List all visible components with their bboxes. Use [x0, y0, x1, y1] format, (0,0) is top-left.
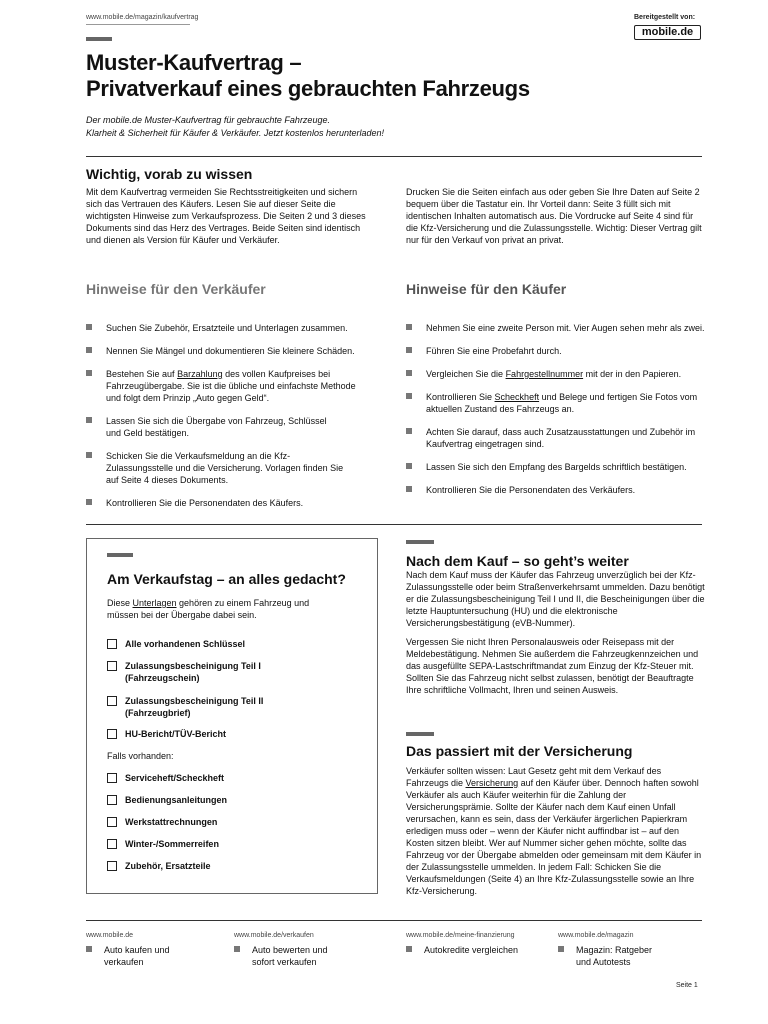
checklist-item[interactable]: Zulassungsbescheinigung Teil II (Fahrzeugbrief) — [107, 695, 307, 719]
footer-link-magazine[interactable]: www.mobile.de/magazin Magazin: Ratgeber und Autotests — [558, 930, 708, 968]
header-url[interactable]: www.mobile.de/magazin/kaufvertrag — [86, 14, 199, 21]
bullet-icon — [406, 428, 412, 434]
divider-bottom — [86, 920, 702, 921]
footer-link-sell[interactable]: www.mobile.de/verkaufen Auto bewerten und sofort verkaufen — [234, 930, 384, 968]
title-accent-bar — [86, 37, 112, 41]
checklist-accent-bar — [107, 553, 133, 557]
checkbox[interactable] — [107, 661, 117, 671]
bullet-icon — [86, 324, 92, 330]
list-item: Lassen Sie sich den Empfang des Bargelds schriftlich bestätigen. — [406, 461, 706, 473]
list-item: Kontrollieren Sie die Personendaten des Verkäufers. — [406, 484, 706, 496]
checklist-item[interactable]: Winter-/Sommerreifen — [107, 838, 219, 850]
bullet-icon — [86, 417, 92, 423]
checklist-item[interactable]: Bedienungsanleitungen — [107, 794, 227, 806]
intro-line-2: Klarheit & Sicherheit für Käufer & Verkäufer. Jetzt kostenlos herunterladen! — [86, 128, 384, 138]
checkbox[interactable] — [107, 839, 117, 849]
title-line-1: Muster-Kaufvertrag – — [86, 50, 302, 75]
checklist-item[interactable]: Zubehör, Ersatzteile — [107, 860, 211, 872]
after-purchase-paragraph-2: Vergessen Sie nicht Ihren Personalausweis oder Reisepass mit der Meldebestätigung. Nehmen Sie außerdem die Fahrzeugkennzeichen und das ausgefüllte SEPA-Lastschriftmandat zum Einzug der Kfz-Steuer mit. Sollten Sie das Fahrzeug nicht selbst zulassen, benötigt der Beauftragte Ihre schriftliche Vollmacht, Ihren und seinen Ausweis. — [406, 637, 699, 695]
provided-by-label: Bereitgestellt von: — [634, 14, 696, 21]
checkbox[interactable] — [107, 773, 117, 783]
insurance-accent-bar — [406, 732, 434, 736]
after-purchase-heading: Nach dem Kauf – so geht’s weiter — [406, 553, 629, 569]
bullet-icon — [86, 370, 92, 376]
list-item: Schicken Sie die Verkaufsmeldung an die Kfz-Zulassungsstelle und die Versicherung. Vorlagen finden Sie auf Seite 4 dieses Dokuments. — [86, 450, 346, 486]
list-item: Führen Sie eine Probefahrt durch. — [406, 345, 706, 357]
insurance-paragraph: Verkäufer sollten wissen: Laut Gesetz geht mit dem Verkauf des Fahrzeugs die Versicherung auf den Käufer über. Dennoch haften sowohl Verkäufer als auch Käufer weiterhin für die Zahlung der Versicherungsprämie. Sollte der Käufer nach dem Kauf einen Unfall verursachen, kann es sein, dass der Verkäufer ärgerlichen Papierkram erledigen muss oder – wenn der Käufer nicht auffindbar ist – auf den Kosten sitzen bleibt. Wer auf Nummer sicher gehen möchte, sollte das Fahrzeug vor der Übergabe abmelden oder gemeinsam mit dem Käufer in der Zulassungsstelle ummelden. In jedem Fall: Schicken Sie die Verkaufsmeldungen (Seite 4) an Ihre Kfz-Zulassungsstelle sowie an Ihre Kfz-Versicherung. — [406, 766, 702, 896]
footer-url[interactable]: www.mobile.de/verkaufen — [234, 932, 314, 939]
checkbox[interactable] — [107, 696, 117, 706]
bullet-icon — [406, 324, 412, 330]
bullet-icon — [86, 452, 92, 458]
footer-url[interactable]: www.mobile.de/meine-finanzierung — [406, 932, 515, 939]
important-right-text: Drucken Sie die Seiten einfach aus oder geben Sie Ihre Daten auf Seite 2 bequem über die Tastatur ein. Ihr Vorteil dann: Seite 3 füllt sich mit identischen Inhalten automatisch aus. Die Vordrucke auf Seite 4 sind für die Kfz-Versicherung und die Zulassungsstelle. Wichtig: Dieser Vertrag gilt nur für den Verkauf von privat an privat. — [406, 187, 702, 245]
insurance-heading: Das passiert mit der Versicherung — [406, 743, 633, 759]
seller-list — [86, 322, 368, 509]
important-left-text: Mit dem Kaufvertrag vermeiden Sie Rechtsstreitigkeiten und sichern sich das Vertrauen des Käufers. Lesen Sie auf dieser Seite die wichtigsten Hinweise zum Verkaufsprozess. Die Seiten 2 und 3 dieses Dokuments sind das Herz des Vertrages. Beide Seiten sind identisch und dienen als Version für Käufer und Verkäufer. — [86, 187, 366, 245]
checklist-item[interactable]: Serviceheft/Scheckheft — [107, 772, 224, 784]
bullet-icon — [558, 946, 564, 952]
header-url-underline — [86, 24, 190, 25]
service-book-link[interactable]: Scheckheft — [494, 392, 540, 402]
footer-link-finance[interactable]: www.mobile.de/meine-finanzierung Autokredite vergleichen — [406, 930, 556, 956]
after-purchase-paragraph-1: Nach dem Kauf muss der Käufer das Fahrzeug unverzüglich bei der Kfz-Zulassungsstelle oder beim Straßenverkehrsamt ummelden. Dazu benötigt er die Zulassungsbescheinigung Teil I und II, die Bescheinigungen über die letzte Hauptuntersuchung (HU) und die elektronische Versicherungsbestätigung (eVB-Nummer). — [406, 570, 705, 628]
title-line-2: Privatverkauf eines gebrauchten Fahrzeugs — [86, 76, 530, 101]
bullet-icon — [86, 499, 92, 505]
checkbox[interactable] — [107, 795, 117, 805]
footer-url[interactable]: www.mobile.de — [86, 932, 134, 939]
important-heading: Wichtig, vorab zu wissen — [86, 166, 253, 182]
bullet-icon — [86, 946, 92, 952]
footer-link-buy-sell[interactable]: www.mobile.de Auto kaufen und verkaufen — [86, 930, 216, 968]
list-item: Achten Sie darauf, dass auch Zusatzausstattungen und Zubehör im Kaufvertrag eingetragen sind. — [406, 426, 706, 450]
bullet-icon — [406, 486, 412, 492]
list-item: Kontrollieren Sie die Personendaten des Käufers. — [86, 497, 368, 509]
after-purchase-accent-bar — [406, 540, 434, 544]
checklist-heading: Am Verkaufstag – an alles gedacht? — [107, 571, 346, 587]
if-available-label: Falls vorhanden: — [107, 751, 174, 761]
bullet-icon — [406, 370, 412, 376]
checklist-item[interactable]: HU-Bericht/TÜV-Bericht — [107, 728, 226, 740]
page-number: Seite 1 — [676, 982, 698, 989]
checklist-item[interactable]: Werkstattrechnungen — [107, 816, 217, 828]
intro-text — [86, 114, 706, 140]
cash-payment-link[interactable]: Barzahlung — [177, 369, 223, 379]
divider-middle — [86, 524, 702, 525]
buyer-heading: Hinweise für den Käufer — [406, 281, 567, 297]
page-title — [86, 50, 706, 102]
divider-top — [86, 156, 702, 157]
bullet-icon — [406, 463, 412, 469]
checkbox[interactable] — [107, 817, 117, 827]
bullet-icon — [406, 393, 412, 399]
insurance-link[interactable]: Versicherung — [465, 778, 519, 788]
bullet-icon — [86, 347, 92, 353]
bullet-icon — [406, 946, 412, 952]
list-item: Lassen Sie sich die Übergabe von Fahrzeug, Schlüssel und Geld bestätigen. — [86, 415, 336, 439]
intro-line-1: Der mobile.de Muster-Kaufvertrag für gebrauchte Fahrzeuge. — [86, 115, 330, 125]
checklist-intro: Diese Unterlagen gehören zu einem Fahrzeug und müssen bei der Übergabe dabei sein. — [107, 598, 310, 620]
footer-url[interactable]: www.mobile.de/magazin — [558, 932, 634, 939]
mobile-de-logo[interactable]: mobile.de — [634, 25, 701, 40]
list-item: Vergleichen Sie die Fahrgestellnummer mit der in den Papieren. — [406, 368, 706, 380]
list-item: Suchen Sie Zubehör, Ersatzteile und Unterlagen zusammen. — [86, 322, 368, 334]
checkbox[interactable] — [107, 729, 117, 739]
list-item: Kontrollieren Sie Scheckheft und Belege und fertigen Sie Fotos vom aktuellen Zustand des Fahrzeugs an. — [406, 391, 706, 415]
vin-link[interactable]: Fahrgestellnummer — [505, 369, 584, 379]
checkbox[interactable] — [107, 861, 117, 871]
checklist-item[interactable]: Alle vorhandenen Schlüssel — [107, 638, 245, 650]
checkbox[interactable] — [107, 639, 117, 649]
bullet-icon — [406, 347, 412, 353]
seller-heading: Hinweise für den Verkäufer — [86, 281, 266, 297]
list-item: Nennen Sie Mängel und dokumentieren Sie kleinere Schäden. — [86, 345, 368, 357]
bullet-icon — [234, 946, 240, 952]
checklist-item[interactable]: Zulassungsbescheinigung Teil I (Fahrzeugschein) — [107, 660, 307, 684]
buyer-list — [406, 322, 706, 496]
list-item: Nehmen Sie eine zweite Person mit. Vier Augen sehen mehr als zwei. — [406, 322, 706, 334]
list-item: Bestehen Sie auf Barzahlung des vollen Kaufpreises bei Fahrzeugübergabe. Sie ist die übliche und einfachste Methode und folgt dem Prinzip „Auto gegen Geld“. — [86, 368, 368, 404]
documents-link[interactable]: Unterlagen — [132, 598, 177, 608]
